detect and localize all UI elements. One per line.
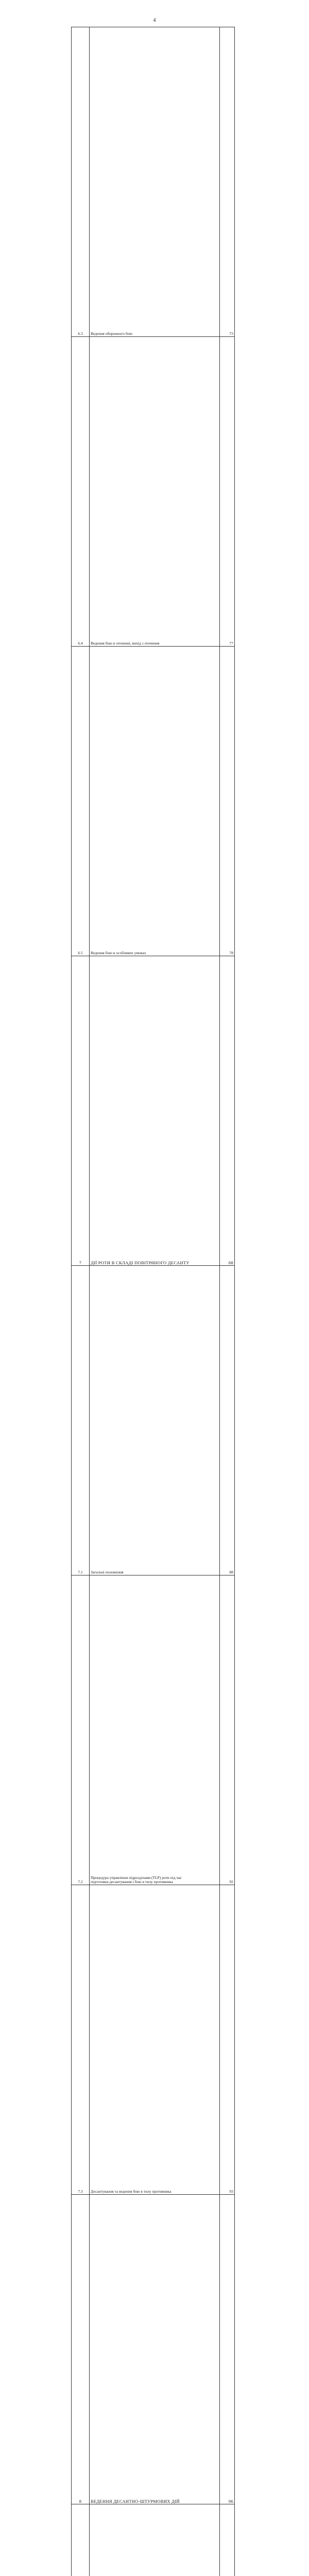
- section-title-line: Ведення оборонного бою: [91, 332, 218, 336]
- section-number: 7: [72, 956, 90, 1266]
- table-of-contents: [71, 27, 235, 2576]
- toc-chapter-row: [72, 956, 235, 1266]
- toc-chapter-row: [72, 2195, 235, 2504]
- section-title: [90, 647, 220, 956]
- page-ref: 93: [220, 1885, 235, 2195]
- section-title: [90, 1885, 220, 2195]
- page-ref: 96: [220, 2195, 235, 2504]
- section-title: [90, 1575, 220, 1885]
- section-title-line: ДІЇ РОТИ В СКЛАДІ ПОВІТРЯНОГО ДЕСАНТУ: [91, 1261, 218, 1265]
- section-title-line: Загальні положення: [91, 1570, 218, 1575]
- page-number: 4: [0, 18, 309, 23]
- section-number: 6.4: [72, 337, 90, 647]
- section-number: 8: [72, 2195, 90, 2504]
- section-number: 6.5: [72, 647, 90, 956]
- toc-row: [72, 2504, 235, 2576]
- page-ref: 92: [220, 1575, 235, 1885]
- section-number: [72, 2504, 90, 2576]
- section-title: [90, 27, 220, 337]
- document-page: [0, 0, 309, 309]
- page-ref: 77: [220, 337, 235, 647]
- section-number: 7.1: [72, 1266, 90, 1575]
- page-ref: 88: [220, 956, 235, 1266]
- section-number: 6.3: [72, 27, 90, 337]
- section-title-line: Десантування та ведення бою в тилу противника: [91, 2190, 218, 2194]
- page-ref: 88: [220, 1266, 235, 1575]
- section-title-line: Ведення бою в особливих умовах: [91, 951, 218, 956]
- section-number: 7.2: [72, 1575, 90, 1885]
- section-title-line: Ведення бою в оточенні, вихід з оточення: [91, 641, 218, 646]
- section-title-line: підготовки десантування і бою в тилу противника: [91, 1880, 218, 1885]
- page-ref: [220, 2504, 235, 2576]
- section-title: [90, 956, 220, 1266]
- section-title: [90, 1266, 220, 1575]
- toc-row: [72, 1266, 235, 1575]
- section-number: 7.3: [72, 1885, 90, 2195]
- section-title-line: Процедура управління підрозділами (TLP) роти під час: [91, 1876, 218, 1880]
- toc-row: [72, 1575, 235, 1885]
- page-ref: 73: [220, 27, 235, 337]
- section-title: [90, 337, 220, 647]
- toc-body: [72, 27, 235, 2576]
- toc-row: [72, 1885, 235, 2195]
- toc-row: [72, 27, 235, 337]
- page-ref: 78: [220, 647, 235, 956]
- toc-row: [72, 337, 235, 647]
- toc-row: [72, 647, 235, 956]
- section-title: [90, 2504, 220, 2576]
- section-title: [90, 2195, 220, 2504]
- section-title-line: ВЕДЕННЯ ДЕСАНТНО-ШТУРМОВИХ ДІЙ: [91, 2499, 218, 2504]
